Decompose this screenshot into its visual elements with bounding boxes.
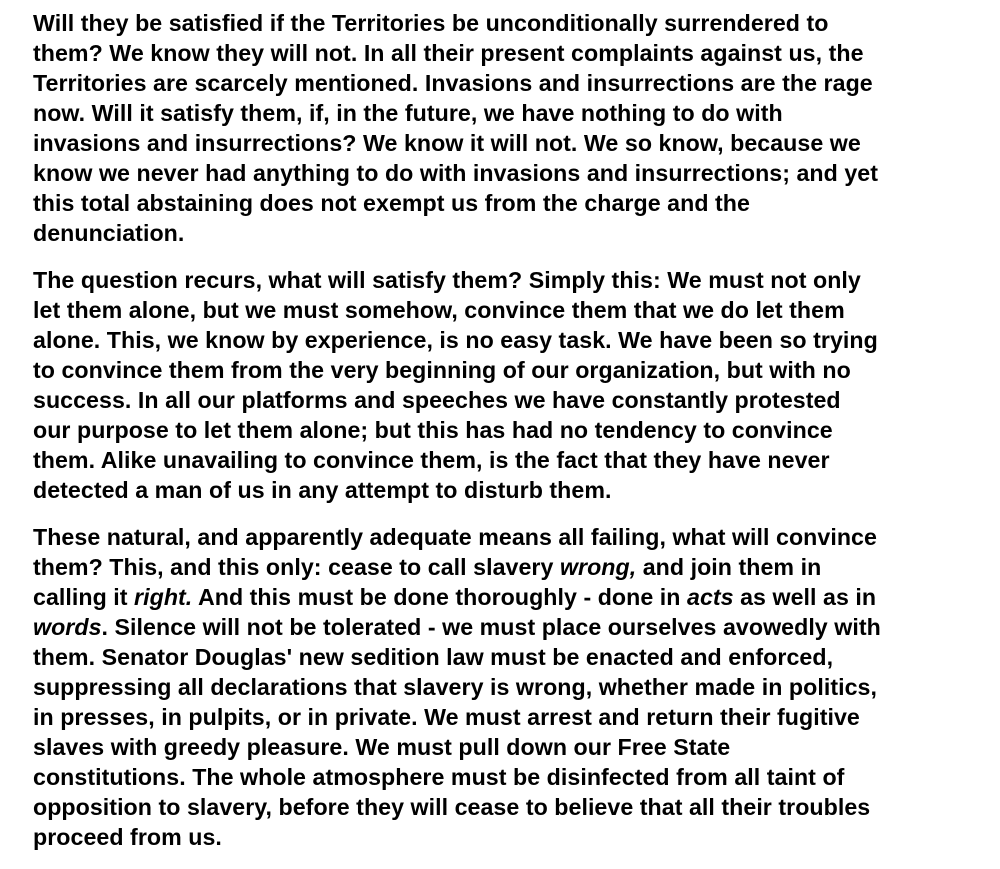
paragraph-1 (33, 8, 993, 248)
text-line: them? This, and this only: cease to call slavery wrong, and join them in (33, 554, 822, 580)
text-line: let them alone, but we must somehow, convince them that we do let them (33, 297, 845, 323)
text-line: opposition to slavery, before they will cease to believe that all their troubles (33, 794, 871, 820)
italic-emphasis: wrong, (559, 554, 637, 580)
text-line: These natural, and apparently adequate means all failing, what will convince (33, 524, 877, 550)
text-line: words. Silence will not be tolerated - we must place ourselves avowedly with (33, 614, 881, 640)
text-line: this total abstaining does not exempt us from the charge and the (33, 190, 750, 216)
text-line: success. In all our platforms and speeches we have constantly protested (33, 387, 841, 413)
text-line: The question recurs, what will satisfy them? Simply this: We must not only (33, 267, 861, 293)
italic-emphasis: words (33, 614, 102, 640)
text-line: Territories are scarcely mentioned. Invasions and insurrections are the rage (33, 70, 873, 96)
document-body (33, 8, 993, 869)
text-line: calling it right. And this must be done thoroughly - done in acts as well as in (33, 584, 877, 610)
text-line: them? We know they will not. In all their present complaints against us, the (33, 40, 864, 66)
text-line: our purpose to let them alone; but this has had no tendency to convince (33, 417, 833, 443)
text-line: denunciation. (33, 220, 185, 246)
text-line: slaves with greedy pleasure. We must pull down our Free State (33, 734, 731, 760)
text-line: constitutions. The whole atmosphere must be disinfected from all taint of (33, 764, 845, 790)
text-line: detected a man of us in any attempt to disturb them. (33, 477, 612, 503)
text-line: now. Will it satisfy them, if, in the future, we have nothing to do with (33, 100, 783, 126)
paragraph-3 (33, 522, 993, 852)
text-line: know we never had anything to do with invasions and insurrections; and yet (33, 160, 879, 186)
text-line: Will they be satisfied if the Territories be unconditionally surrendered to (33, 10, 829, 36)
text-line: alone. This, we know by experience, is no easy task. We have been so trying (33, 327, 878, 353)
text-line: them. Senator Douglas' new sedition law must be enacted and enforced, (33, 644, 834, 670)
text-line: in presses, in pulpits, or in private. We must arrest and return their fugitive (33, 704, 860, 730)
text-line: suppressing all declarations that slavery is wrong, whether made in politics, (33, 674, 877, 700)
text-line: to convince them from the very beginning of our organization, but with no (33, 357, 851, 383)
text-line: proceed from us. (33, 824, 222, 850)
text-line: them. Alike unavailing to convince them, is the fact that they have never (33, 447, 830, 473)
italic-emphasis: acts (687, 584, 734, 610)
paragraph-2 (33, 265, 993, 505)
italic-emphasis: right. (134, 584, 193, 610)
text-line: invasions and insurrections? We know it will not. We so know, because we (33, 130, 861, 156)
